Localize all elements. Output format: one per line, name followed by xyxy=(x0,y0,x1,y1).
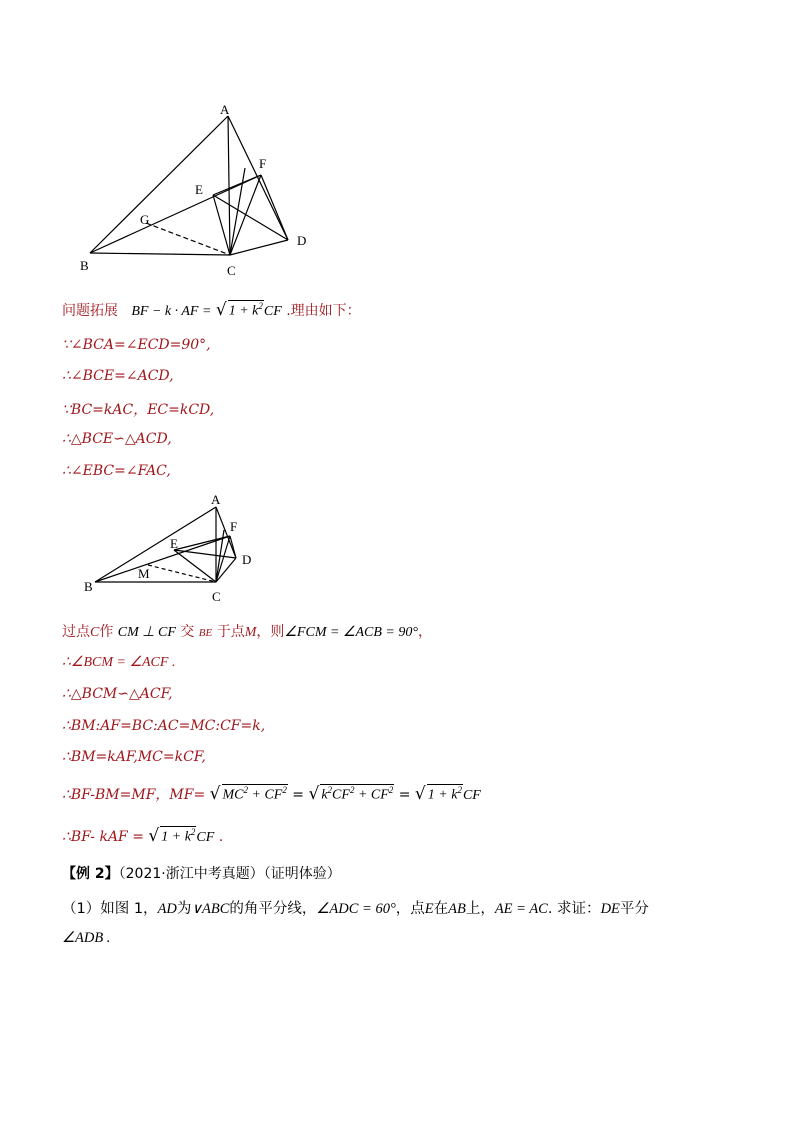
construct-line xyxy=(62,621,432,641)
p1-c: 为 xyxy=(176,901,192,917)
mf-r2a: k xyxy=(321,788,328,803)
label-d: D xyxy=(297,233,307,248)
construct-t1: 过点 xyxy=(62,624,90,640)
label-e: E xyxy=(195,182,203,197)
label2-a: A xyxy=(211,492,221,507)
mf-r1a: MC xyxy=(222,788,244,803)
extension-suffix: .理由如下： xyxy=(286,303,361,319)
construct-cm: CM ⊥ CF xyxy=(117,625,176,640)
conclusion-exp: 2 xyxy=(190,827,196,838)
construct-t3: 交 xyxy=(180,624,195,640)
mf-r3a: 1 + k xyxy=(427,788,458,803)
p1-e: 的角平分线， xyxy=(229,901,317,917)
example-tag: 【例 2】 xyxy=(62,866,119,882)
conclusion-lead: ∴BF- kAF = xyxy=(62,829,144,845)
mf-r2b: 2 xyxy=(327,785,333,796)
step-1-5: ∴∠EBC=∠FAC, xyxy=(62,463,171,479)
mf-r1c: + CF xyxy=(248,788,283,803)
conclusion-rad: 1 + k xyxy=(161,830,191,845)
extension-rad: 1 + k xyxy=(228,304,259,319)
mf-line: ∴BF-BM=MF，MF= √ $MC^2 + CF^2$ = √ $k^2CF^2 + CF^2$ = √ $1 + k^2CF$ xyxy=(62,784,481,804)
step-1-3: ∵BC=kAC，EC=kCD, xyxy=(62,402,215,418)
conclusion-end: . xyxy=(218,829,224,845)
p1-o: 平分 xyxy=(619,901,649,917)
label2-e: E xyxy=(170,536,178,551)
mf-r2e: + CF xyxy=(354,788,389,803)
p1-k: 上， xyxy=(465,901,495,917)
p1-j: AB xyxy=(448,901,466,917)
construct-c: C xyxy=(90,625,100,640)
p1-i: 在 xyxy=(433,901,449,917)
construct-m: M xyxy=(244,625,257,640)
p1-a: （1）如图 1， xyxy=(62,901,158,917)
step-1-2: ∴∠BCE=∠ACD, xyxy=(62,368,174,384)
construct-t5: ，则 xyxy=(256,624,285,640)
label2-d: D xyxy=(242,552,252,567)
label-c: C xyxy=(227,263,236,278)
extension-exp: 2 xyxy=(258,301,263,312)
step-2-1: ∴∠BCM = ∠ACF . xyxy=(62,655,176,670)
example-header xyxy=(62,863,341,883)
conclusion-tail: CF xyxy=(196,830,215,845)
label-f: F xyxy=(259,156,267,171)
extension-tail: CF xyxy=(263,304,282,319)
construct-t2: 作 xyxy=(99,624,114,640)
mf-r2c: CF xyxy=(332,788,350,803)
conclusion-line: ∴BF- kAF = √ $1 + k^2CF$ . xyxy=(62,826,224,846)
geometry-figure-1 xyxy=(70,98,330,283)
p1-d: ∨ABC xyxy=(191,901,230,917)
step-2-3: ∴BM:AF=BC:AC=MC:CF=k, xyxy=(62,718,266,734)
step-2-2: ∴△BCM∽△ACF, xyxy=(62,686,173,702)
construct-eq: ∠FCM = ∠ACB = 90° xyxy=(284,625,418,640)
construct-t6: ， xyxy=(417,624,432,640)
label-b: B xyxy=(80,258,89,273)
mf-eq1: = xyxy=(292,787,305,803)
mf-tail: CF xyxy=(462,788,481,803)
p1-f: ∠ADC = 60° xyxy=(316,901,396,917)
step-1-1: ∵∠BCA=∠ECD=90°, xyxy=(62,337,211,353)
example-p1 xyxy=(62,897,649,918)
p1-h: E xyxy=(424,901,434,917)
extension-line: 问题拓展 BF − k · AF = √ $1 + k^2CF$ .理由如下： xyxy=(62,300,361,320)
step-1-4: ∴△BCE∽△ACD, xyxy=(62,431,172,447)
label-a: A xyxy=(220,102,230,117)
label2-f: F xyxy=(230,519,238,534)
label2-m: M xyxy=(138,566,150,581)
mf-r1b: 2 xyxy=(243,785,248,796)
mf-lead: ∴BF-BM=MF，MF= xyxy=(62,787,206,803)
example-source: （2021·浙江中考真题）（证明体验） xyxy=(118,866,341,882)
construct-t4: 于点 xyxy=(216,624,245,640)
mf-r3b: 2 xyxy=(457,785,462,796)
extension-formula-left: BF − k · AF = xyxy=(131,304,212,319)
mf-r2f: 2 xyxy=(388,785,394,796)
p1-l: AE = AC xyxy=(494,901,548,917)
label2-b: B xyxy=(84,579,93,594)
p1-g: ，点 xyxy=(395,901,425,917)
label-g: G xyxy=(140,212,150,227)
step-2-4: ∴BM=kAF,MC=kCF, xyxy=(62,749,206,765)
construct-be: BE xyxy=(198,627,213,639)
mf-eq2: = xyxy=(398,787,411,803)
mf-r2d: 2 xyxy=(349,785,355,796)
p1-m: . 求证： xyxy=(547,901,601,917)
geometry-figure-2 xyxy=(78,490,268,610)
p1-n: DE xyxy=(600,901,620,917)
label2-c: C xyxy=(212,589,221,604)
example-p2: ∠ADB . xyxy=(62,930,111,946)
p1-b: AD xyxy=(157,901,177,917)
extension-prefix: 问题拓展 xyxy=(62,303,118,319)
mf-r1d: 2 xyxy=(282,785,287,796)
